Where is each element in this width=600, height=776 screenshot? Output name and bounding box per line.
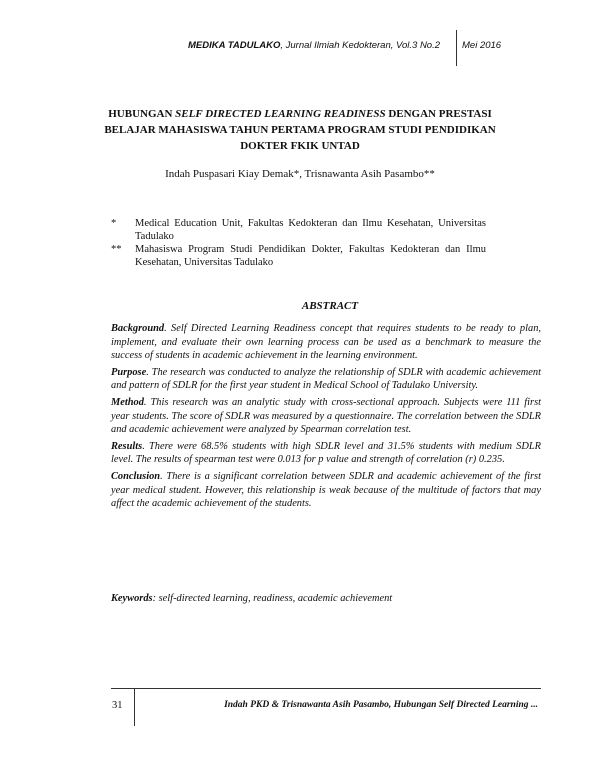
abstract-conclusion [111, 470, 541, 511]
method-text: . This research was an analytic study with cross-sectional approach. Subjects were 111 first year students. The score of SDLR was measured by a questionnaire. The correlation between the SDLR and academic achievement were analyzed by Spearman correlation test. [111, 396, 541, 436]
article-title [100, 106, 500, 154]
background-text: . Self Directed Learning Readiness concept that requires students to be ready to plan, implement, and evaluate their own learning process can be used as a benchmark to measure the success of students in academic achievement in the learning environment. [111, 323, 541, 362]
method-label: Method [111, 396, 144, 408]
header-divider [456, 30, 457, 66]
page-number: 31 [112, 700, 123, 711]
conclusion-text: . There is a significant correlation between SDLR and academic achievement of the first year medical student. However, this relationship is weak because of the multitude of factors that may affect the academic achievement of the students. [111, 470, 541, 510]
journal-volume: , Jurnal Ilmiah Kedokteran, Vol.3 No.2 [280, 40, 441, 51]
issue-date: Mei 2016 [462, 40, 502, 51]
affiliation-mark: * [111, 218, 117, 229]
purpose-label: Purpose [111, 366, 147, 378]
author-list: Indah Puspasari Kiay Demak*, Trisnawanta Asih Pasambo** [165, 168, 435, 180]
affiliation-mark: ** [111, 244, 122, 255]
affiliation-text: Mahasiswa Program Studi Pendidikan Dokter, Fakultas Kedokteran dan Ilmu Kesehatan, Universitas Tadulako [135, 244, 486, 268]
conclusion-label: Conclusion [111, 470, 161, 482]
page-footer [0, 688, 600, 728]
abstract-method [111, 396, 541, 437]
journal-citation [188, 40, 440, 51]
affiliation-text: Medical Education Unit, Fakultas Kedokteran dan Ilmu Kesehatan, Universitas Tadulako [135, 218, 486, 242]
results-text: . There were 68.5% students with high SDLR level and 31.5% students with medium SDLR level. The results of spearman test were 0.013 for p value and strength of correlation (r) 0.235. [111, 440, 541, 466]
purpose-text: . The research was conducted to analyze the relationship of SDLR with academic achievement and pattern of SDLR for the first year student in Medical School of Tadulako University. [111, 366, 541, 392]
keywords-text: : self-directed learning, readiness, academic achievement [152, 593, 393, 604]
footer-divider [134, 688, 135, 726]
title-part-2: SELF DIRECTED LEARNING READINESS [175, 108, 386, 120]
abstract-heading: ABSTRACT [301, 300, 359, 312]
keywords [111, 593, 541, 604]
footer-rule [111, 688, 541, 689]
page-header [0, 0, 600, 70]
title-part-1: HUBUNGAN [108, 108, 176, 120]
affiliation-2 [111, 244, 486, 269]
affiliation-1 [111, 218, 486, 243]
title-part-3: DENGAN PRESTASI BELAJAR MAHASISWA TAHUN PERTAMA PROGRAM STUDI PENDIDIKAN DOKTER FKIK UNTAD [104, 108, 496, 152]
running-title: Indah PKD & Trisnawanta Asih Pasambo, Hubungan Self Directed Learning ... [224, 700, 538, 710]
abstract-results [111, 440, 541, 467]
results-label: Results [111, 440, 143, 452]
background-label: Background [111, 323, 165, 334]
journal-name: MEDIKA TADULAKO [188, 40, 281, 51]
abstract-purpose [111, 366, 541, 393]
keywords-label: Keywords [111, 593, 153, 604]
abstract-background [111, 322, 541, 363]
abstract-body [111, 322, 541, 514]
